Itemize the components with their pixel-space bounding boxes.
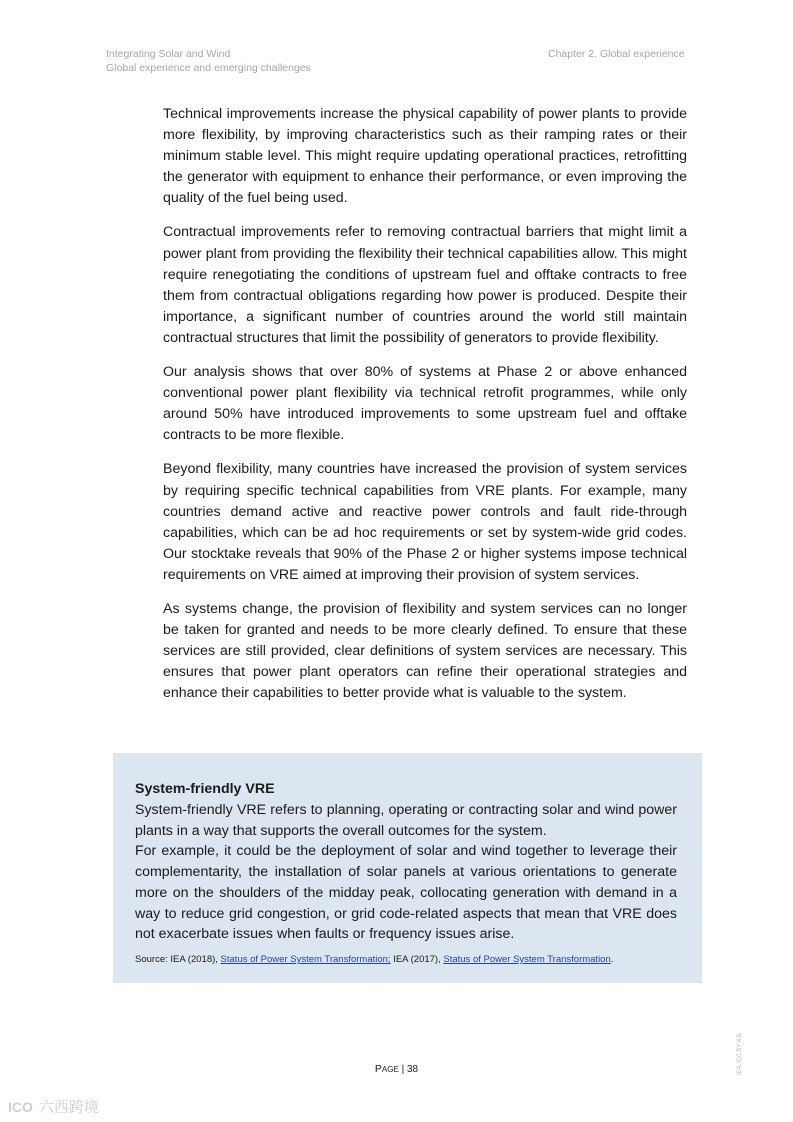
paragraph-system-services: Beyond flexibility, many countries have increased the provision of system services by requiring specific technical capabilities from VRE plants. For example, many countries demand active and reactive power controls and fault ride-through capabilities, which can be ad hoc requirements or set by system-wide grid codes. Our stocktake reveals that 90% of the Phase 2 or higher systems impose technical requirements on VRE aimed at improving their provision of system services.	[163, 461, 687, 583]
running-header-left	[106, 47, 311, 75]
page-number: 38	[406, 1064, 419, 1075]
box-source	[135, 953, 677, 967]
paragraph-technical-improvements: Technical improvements increase the physical capability of power plants to provide more flexibility, by improving characteristics such as their ramping rates or their minimum stable level. This might require updating operational practices, retrofitting the generator with equipment to enhance their performance, or even improving the quality of the fuel being used.	[163, 106, 687, 207]
paragraph-contractual-improvements: Contractual improvements refer to removing contractual barriers that might limit a power plant from providing the flexibility their technical capabilities allow. This might require renegotiating the conditions of upstream fuel and offtake contracts to free them from contractual obligations regarding how power is produced. Despite their importance, a significant number of countries around the world still maintain contractual structures that limit the possibility of generators to provide flexibility.	[163, 224, 687, 346]
page-separator: |	[398, 1064, 407, 1075]
box-example: For example, it could be the deployment of solar and wind together to leverage their complementarity, the installation of solar panels at various orientations to generate more on the shoulders of the midday peak, collocating generation with demand in a way to reduce grid congestion, or grid code-related aspects that mean that VRE does not exacerbate issues when faults or frequency issues arise.	[135, 843, 677, 943]
source-end: .	[610, 953, 614, 965]
page-footer	[0, 1062, 793, 1077]
source-link-2017[interactable]: Status of Power System Transformation	[443, 953, 611, 965]
paragraph-systems-change: As systems change, the provision of flexibility and system services can no longer be taken for granted and needs to be more clearly defined. To ensure that these services are still provided, clear definitions of system services are necessary. This ensures that power plant operators can refine their operational strategies and enhance their capabilities to better provide what is valuable to the system.	[163, 600, 687, 702]
box-definition: System-friendly VRE refers to planning, operating or contracting solar and wind power plants in a way that supports the overall outcomes for the system.	[135, 802, 677, 839]
license-note: IEA. CC BY 4.0.	[737, 1032, 743, 1075]
source-middle: IEA (2017),	[390, 953, 444, 965]
main-body	[163, 104, 687, 717]
page-label-initial: P	[374, 1063, 382, 1075]
running-header-chapter: Chapter 2. Global experience	[548, 48, 685, 60]
watermark-text: 六西跨境	[38, 1099, 99, 1116]
watermark-logo-icon: ICO	[8, 1098, 33, 1115]
header-report-subtitle: Global experience and emerging challenges	[106, 62, 311, 74]
source-link-2018[interactable]: Status of Power System Transformation;	[220, 953, 391, 965]
paragraph-analysis-results: Our analysis shows that over 80% of systems at Phase 2 or above enhanced conventional power plant flexibility via technical retrofit programmes, while only around 50% have introduced improvements to some upstream fuel and offtake contracts to be more flexible.	[163, 364, 687, 444]
header-report-title: Integrating Solar and Wind	[106, 48, 231, 60]
watermark	[8, 1096, 99, 1117]
system-friendly-vre-box	[113, 753, 702, 983]
source-prefix: Source: IEA (2018),	[135, 953, 221, 965]
page-label-rest: AGE	[381, 1065, 399, 1074]
box-title: System-friendly VRE	[135, 781, 275, 797]
